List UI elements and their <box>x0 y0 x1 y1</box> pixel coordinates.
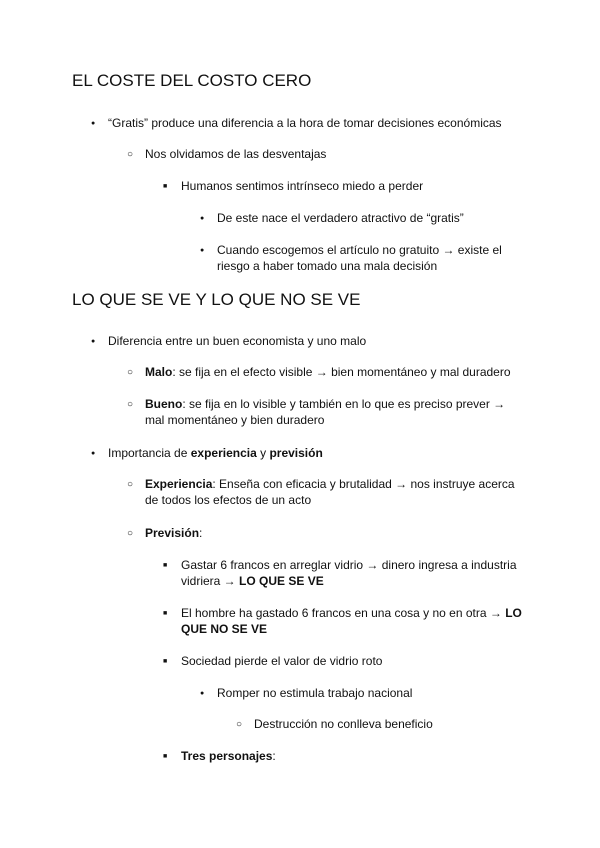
list-item-tres-personajes <box>181 748 276 764</box>
bullet-disc <box>91 115 95 134</box>
bullet-circle <box>127 146 133 164</box>
bullet-square <box>163 605 167 624</box>
label-bueno: Bueno <box>145 397 183 411</box>
label-tres-personajes: Tres personajes <box>181 749 273 763</box>
list-item-line <box>145 476 515 492</box>
label-malo: Malo <box>145 365 173 379</box>
list-item-prevision <box>145 525 202 541</box>
heading-coste-costo-cero: EL COSTE DEL COSTO CERO <box>72 71 312 90</box>
list-item-line: mal momentáneo y bien duradero <box>145 413 325 427</box>
text-malo: : se fija en el efecto visible → bien momentáneo y mal duradero <box>172 365 511 379</box>
list-item-line: riesgo a haber tomado una mala decisión <box>217 259 438 273</box>
text-colon: : <box>272 749 276 763</box>
text-y: y <box>256 446 270 460</box>
list-item-experiencia <box>145 476 515 508</box>
list-item-line <box>145 396 505 412</box>
list-item-line <box>181 621 522 637</box>
label-lo: LO <box>505 606 522 620</box>
text-hombre: El hombre ha gastado 6 francos en una cosa y no en otra → <box>181 606 506 620</box>
list-item: Destrucción no conlleva beneficio <box>254 717 433 731</box>
bullet-circle <box>127 476 133 494</box>
bullet-circle <box>127 364 133 382</box>
label-experiencia: Experiencia <box>145 477 213 491</box>
list-item-malo <box>145 364 511 380</box>
label-prevision: previsión <box>269 446 323 460</box>
label-experiencia: experiencia <box>190 446 257 460</box>
text-vidriera: vidriera → <box>181 574 240 588</box>
list-item: Humanos sentimos intrínseco miedo a perder <box>181 179 424 193</box>
list-item: Diferencia entre un buen economista y uno malo <box>108 334 367 348</box>
list-item: Sociedad pierde el valor de vidrio roto <box>181 654 383 668</box>
bullet-square <box>163 748 167 767</box>
list-item <box>217 242 502 274</box>
bullet-disc <box>200 685 204 704</box>
bullet-disc <box>91 333 95 352</box>
bullet-square <box>163 178 167 197</box>
bullet-disc <box>200 242 204 261</box>
label-lo-que-se-ve: LO QUE SE VE <box>239 574 324 588</box>
label-prevision: Previsión <box>145 526 200 540</box>
text-bueno: : se fija en lo visible y también en lo que es preciso prever → <box>182 397 506 411</box>
list-item-importancia <box>108 445 323 461</box>
text-importancia: Importancia de <box>108 446 191 460</box>
list-item-line <box>181 573 517 589</box>
label-que-no-se-ve: QUE NO SE VE <box>181 622 268 636</box>
text-colon: : <box>199 526 203 540</box>
bullet-disc <box>200 210 204 229</box>
bullet-disc <box>91 445 95 464</box>
list-item: De este nace el verdadero atractivo de “gratis” <box>217 211 464 225</box>
list-item: Romper no estimula trabajo nacional <box>217 686 413 700</box>
bullet-circle <box>127 396 133 414</box>
bullet-square <box>163 653 167 672</box>
list-item-line: Gastar 6 francos en arreglar vidrio → dinero ingresa a industria <box>181 558 517 572</box>
list-item-bueno <box>145 396 505 428</box>
bullet-circle <box>127 525 133 543</box>
list-item-line: Cuando escogemos el artículo no gratuito → existe el <box>217 243 502 257</box>
list-item: “Gratis” produce una diferencia a la hora de tomar decisiones económicas <box>108 116 502 130</box>
list-item <box>181 557 517 589</box>
bullet-circle <box>236 716 242 734</box>
list-item-line: de todos los efectos de un acto <box>145 493 312 507</box>
bullet-square <box>163 557 167 576</box>
list-item <box>181 605 522 637</box>
heading-lo-que-se-ve: LO QUE SE VE Y LO QUE NO SE VE <box>72 290 361 309</box>
text-experiencia: : Enseña con eficacia y brutalidad → nos instruye acerca <box>212 477 515 491</box>
list-item-line <box>181 605 522 621</box>
list-item: Nos olvidamos de las desventajas <box>145 147 327 161</box>
